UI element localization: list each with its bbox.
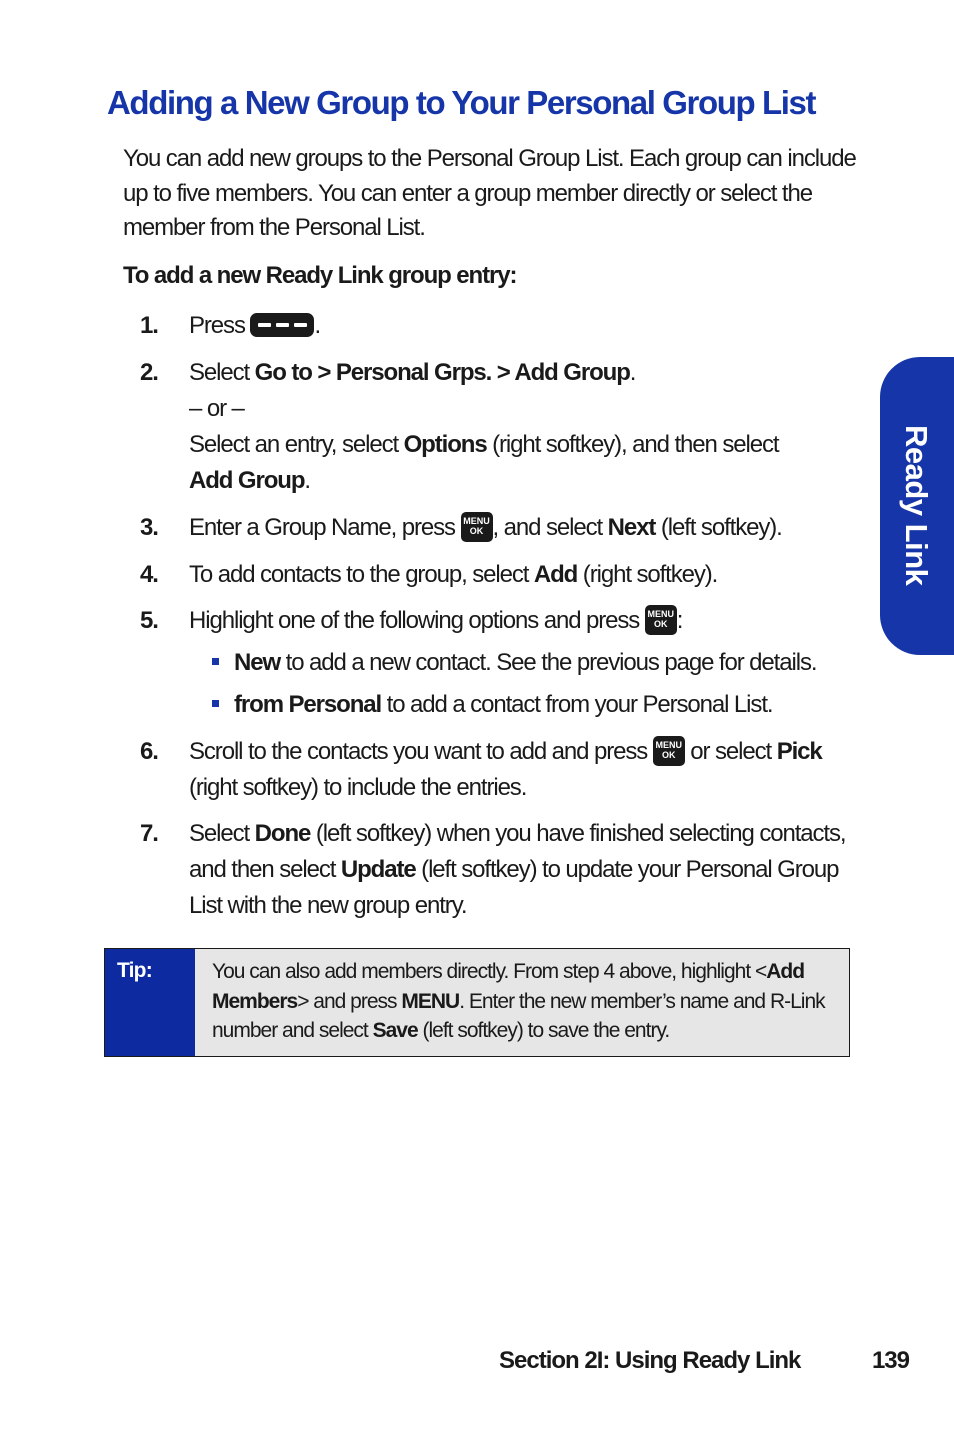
- bullet-new: [212, 645, 862, 681]
- menu-path: Go to > Personal Grps. > Add Group: [254, 359, 630, 386]
- options-label: Options: [403, 431, 487, 458]
- bullet-bold: from Personal: [234, 691, 382, 718]
- step-text: :: [676, 607, 683, 634]
- or-separator: – or –: [189, 395, 244, 422]
- next-label: Next: [607, 514, 656, 541]
- step-text: Enter a Group Name, press: [189, 514, 461, 541]
- intro-paragraph: You can add new groups to the Personal Group List. Each group can include up to five members. You can enter a group member directly or select the member from the Personal List.: [123, 145, 856, 241]
- step-text: Select: [189, 359, 255, 386]
- step-4: [140, 557, 860, 593]
- section-side-tab: [880, 357, 954, 655]
- side-tab-label: Ready Link: [899, 425, 934, 586]
- bullet-square-icon: [212, 700, 219, 707]
- tip-text: . Enter the new member’s name and R-Link number and select: [212, 989, 825, 1042]
- step-text: (right softkey).: [577, 561, 718, 588]
- step-number: 6.: [140, 738, 158, 765]
- menu-key-line1: MENU: [647, 608, 675, 619]
- tip-box: [104, 948, 850, 1057]
- step-text: or select: [684, 738, 777, 765]
- footer-section: Section 2I: Using Ready Link: [499, 1347, 801, 1374]
- bullet-text: to add a contact from your Personal List.: [381, 691, 773, 718]
- tip-bold: Save: [372, 1019, 418, 1042]
- step-text: (right softkey), and then select: [486, 431, 779, 458]
- step-text: .: [629, 359, 636, 386]
- menu-ok-key-icon: [653, 736, 685, 766]
- add-label: Add: [533, 561, 578, 588]
- page-number: 139: [871, 1347, 909, 1374]
- step-number: 2.: [140, 359, 158, 386]
- tip-text: You can also add members directly. From step 4 above, highlight <: [212, 960, 767, 983]
- menu-key-line2: OK: [661, 749, 676, 760]
- tip-bold: Add Members: [212, 960, 805, 1013]
- step-number: 5.: [140, 607, 158, 634]
- tip-text: (left softkey) to save the entry.: [417, 1019, 670, 1042]
- step-text: To add contacts to the group, select: [189, 561, 534, 588]
- tip-label: Tip:: [105, 949, 195, 1056]
- step-text: Scroll to the contacts you want to add and press: [189, 738, 653, 765]
- procedure-heading: To add a new Ready Link group entry:: [123, 262, 517, 289]
- tip-body: [195, 949, 849, 1056]
- end-key-icon: [250, 313, 314, 337]
- step-text: (left softkey) to update your Personal Group List with the new group entry.: [189, 856, 839, 919]
- page-title: Adding a New Group to Your Personal Group List: [107, 84, 816, 121]
- tip-bold: MENU: [401, 989, 460, 1013]
- bullet-from-personal: [212, 687, 862, 723]
- menu-key-line2: OK: [654, 618, 668, 629]
- page-footer: [499, 1347, 909, 1375]
- step-2: [140, 355, 860, 499]
- step-1: [140, 308, 860, 344]
- step-number: 3.: [140, 514, 158, 541]
- step-text: Select an entry, select: [189, 431, 404, 458]
- step-3: [140, 510, 860, 546]
- step-6: [140, 734, 860, 806]
- bullet-square-icon: [212, 658, 219, 665]
- step-number: 7.: [140, 820, 158, 847]
- done-label: Done: [254, 820, 311, 847]
- bullet-text: to add a new contact. See the previous page for details.: [280, 649, 817, 676]
- step-5: [140, 603, 860, 639]
- step-text: .: [304, 467, 310, 494]
- tip-text: > and press: [297, 989, 402, 1013]
- step-text: , and select: [492, 514, 608, 541]
- step-number: 4.: [140, 561, 158, 588]
- step-number: 1.: [140, 312, 158, 339]
- step-text: (left softkey) when you have finished selecting contacts, and then select: [189, 820, 846, 883]
- menu-ok-key-icon: [645, 605, 677, 635]
- step-text: (right softkey) to include the entries.: [189, 774, 527, 801]
- add-group-label: Add Group: [189, 467, 305, 494]
- step-text: .: [314, 312, 321, 339]
- bullet-bold: New: [234, 649, 281, 676]
- menu-ok-key-icon: [461, 512, 493, 542]
- step-text: (left softkey).: [655, 514, 782, 541]
- step-text: Highlight one of the following options and press: [189, 607, 645, 634]
- step-text: Select: [189, 820, 255, 847]
- step-7: [140, 816, 860, 924]
- step-text: Press: [189, 312, 245, 339]
- menu-key-line2: OK: [469, 525, 484, 536]
- menu-key-line1: MENU: [655, 739, 682, 750]
- pick-label: Pick: [776, 738, 822, 765]
- update-label: Update: [340, 856, 416, 883]
- menu-key-line1: MENU: [463, 515, 490, 526]
